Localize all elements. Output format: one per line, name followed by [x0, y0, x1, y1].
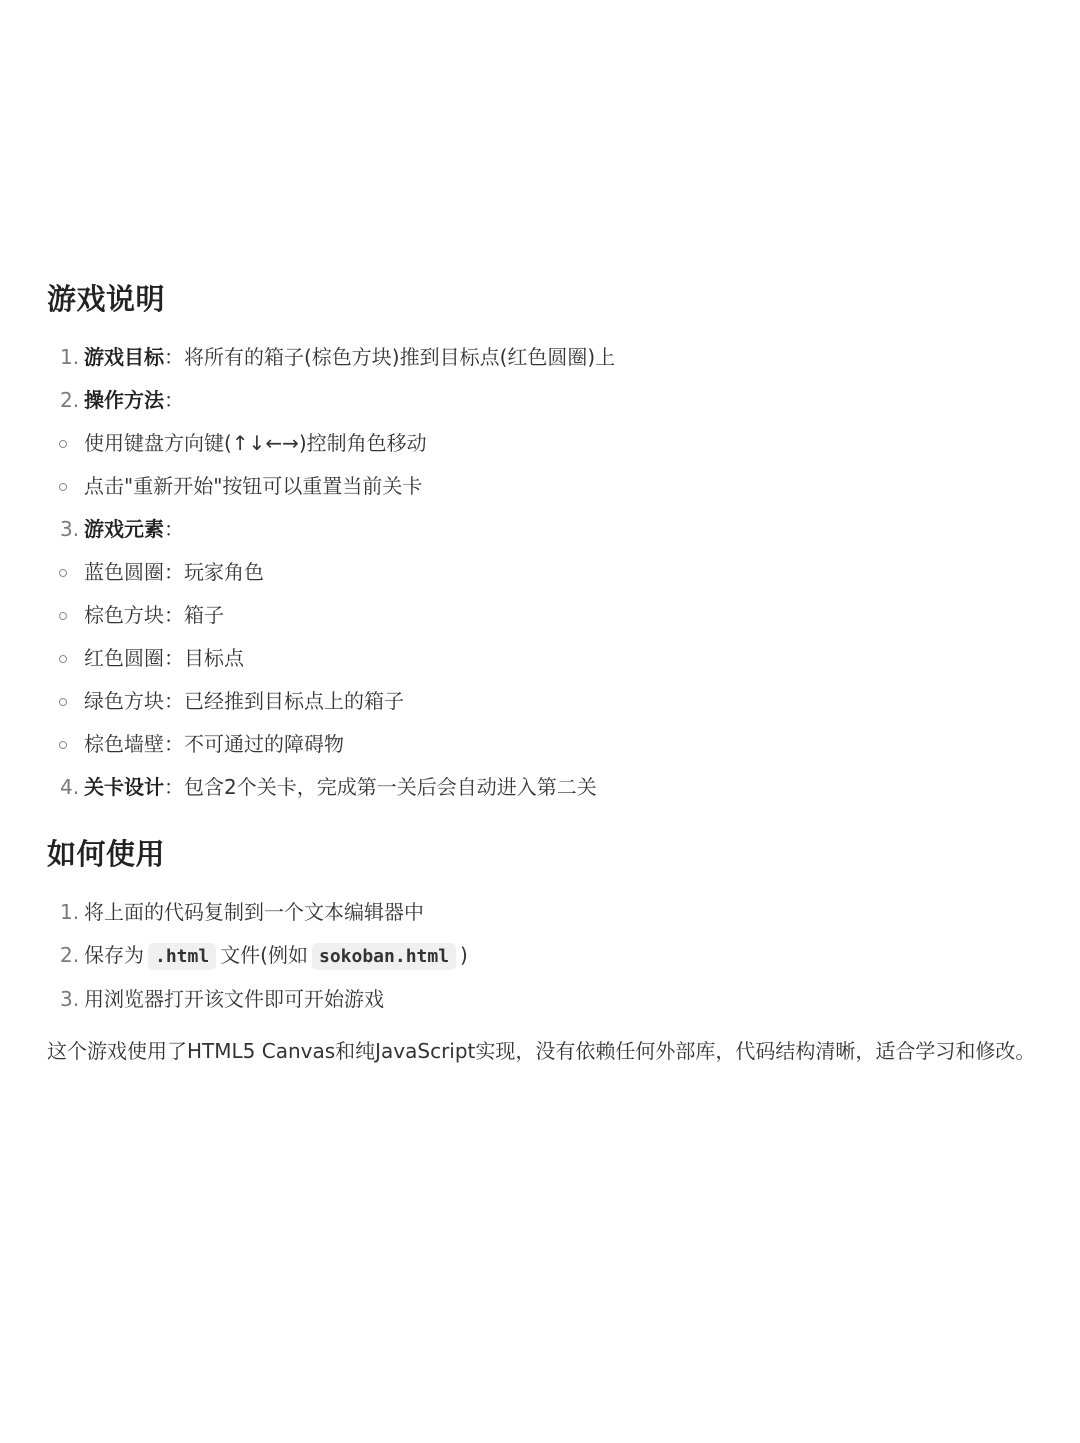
list-number: 2.: [60, 388, 80, 412]
sub-item-text: 蓝色圆圈：玩家角色: [84, 560, 264, 584]
sub-item-text: 棕色墙壁：不可通过的障碍物: [84, 732, 344, 756]
list-number: 2.: [60, 943, 80, 967]
hollow-bullet-icon: [59, 483, 67, 491]
game-instructions-list-end: [47, 766, 1047, 809]
list-item: [47, 508, 1047, 551]
summary-paragraph: 这个游戏使用了HTML5 Canvas和纯JavaScript实现，没有依赖任何外部库，代码结构清晰，适合学习和修改。: [47, 1039, 1036, 1063]
list-number: 3.: [60, 987, 80, 1011]
sub-item-text: 红色圆圈：目标点: [84, 646, 244, 670]
item-label: 操作方法: [84, 388, 164, 412]
hollow-bullet-icon: [59, 655, 67, 663]
hollow-bullet-icon: [59, 698, 67, 706]
item-text: ): [460, 943, 468, 967]
sub-list-item: [47, 637, 1047, 680]
list-number: 4.: [60, 775, 80, 799]
sub-list-item: [47, 551, 1047, 594]
item-text: 将上面的代码复制到一个文本编辑器中: [84, 900, 424, 924]
sub-list-item: [47, 422, 1047, 465]
item-label: 游戏元素: [84, 517, 164, 541]
item-text: ：包含2个关卡，完成第一关后会自动进入第二关: [164, 775, 597, 799]
section-heading-how-to-use: 如何使用: [47, 837, 166, 871]
item-text: ：: [164, 517, 184, 541]
how-to-use-list: [47, 891, 1047, 1021]
item-text: 用浏览器打开该文件即可开始游戏: [84, 987, 384, 1011]
elements-sublist: [47, 551, 1047, 766]
list-number: 1.: [60, 900, 80, 924]
item-label: 游戏目标: [84, 345, 164, 369]
hollow-bullet-icon: [59, 612, 67, 620]
game-instructions-list-cont: [47, 508, 1047, 551]
hollow-bullet-icon: [59, 440, 67, 448]
sub-item-text: 点击"重新开始"按钮可以重置当前关卡: [84, 474, 423, 498]
list-number: 1.: [60, 345, 80, 369]
hollow-bullet-icon: [59, 569, 67, 577]
section-heading-game-instructions: 游戏说明: [47, 282, 166, 316]
inline-code-extension: .html: [148, 943, 216, 970]
game-instructions-list: [47, 336, 1047, 422]
list-item: [47, 379, 1047, 422]
hollow-bullet-icon: [59, 741, 67, 749]
controls-sublist: [47, 422, 1047, 508]
list-item: [47, 978, 1047, 1021]
list-item: [47, 891, 1047, 934]
inline-code-filename: sokoban.html: [312, 943, 456, 970]
sub-list-item: [47, 465, 1047, 508]
sub-item-text: 绿色方块：已经推到目标点上的箱子: [84, 689, 404, 713]
item-text: ：将所有的箱子(棕色方块)推到目标点(红色圆圈)上: [164, 345, 616, 369]
sub-list-item: [47, 594, 1047, 637]
sub-item-text: 棕色方块：箱子: [84, 603, 224, 627]
document-body: [47, 276, 1047, 1070]
sub-list-item: [47, 723, 1047, 766]
list-item: [47, 766, 1047, 809]
item-text: 保存为: [84, 943, 144, 967]
list-number: 3.: [60, 517, 80, 541]
list-item: [47, 336, 1047, 379]
item-label: 关卡设计: [84, 775, 164, 799]
list-item: [47, 934, 1047, 978]
item-text: ：: [164, 388, 184, 412]
sub-item-text: 使用键盘方向键(↑↓←→)控制角色移动: [84, 431, 427, 455]
sub-list-item: [47, 680, 1047, 723]
item-text: 文件(例如: [220, 943, 308, 967]
